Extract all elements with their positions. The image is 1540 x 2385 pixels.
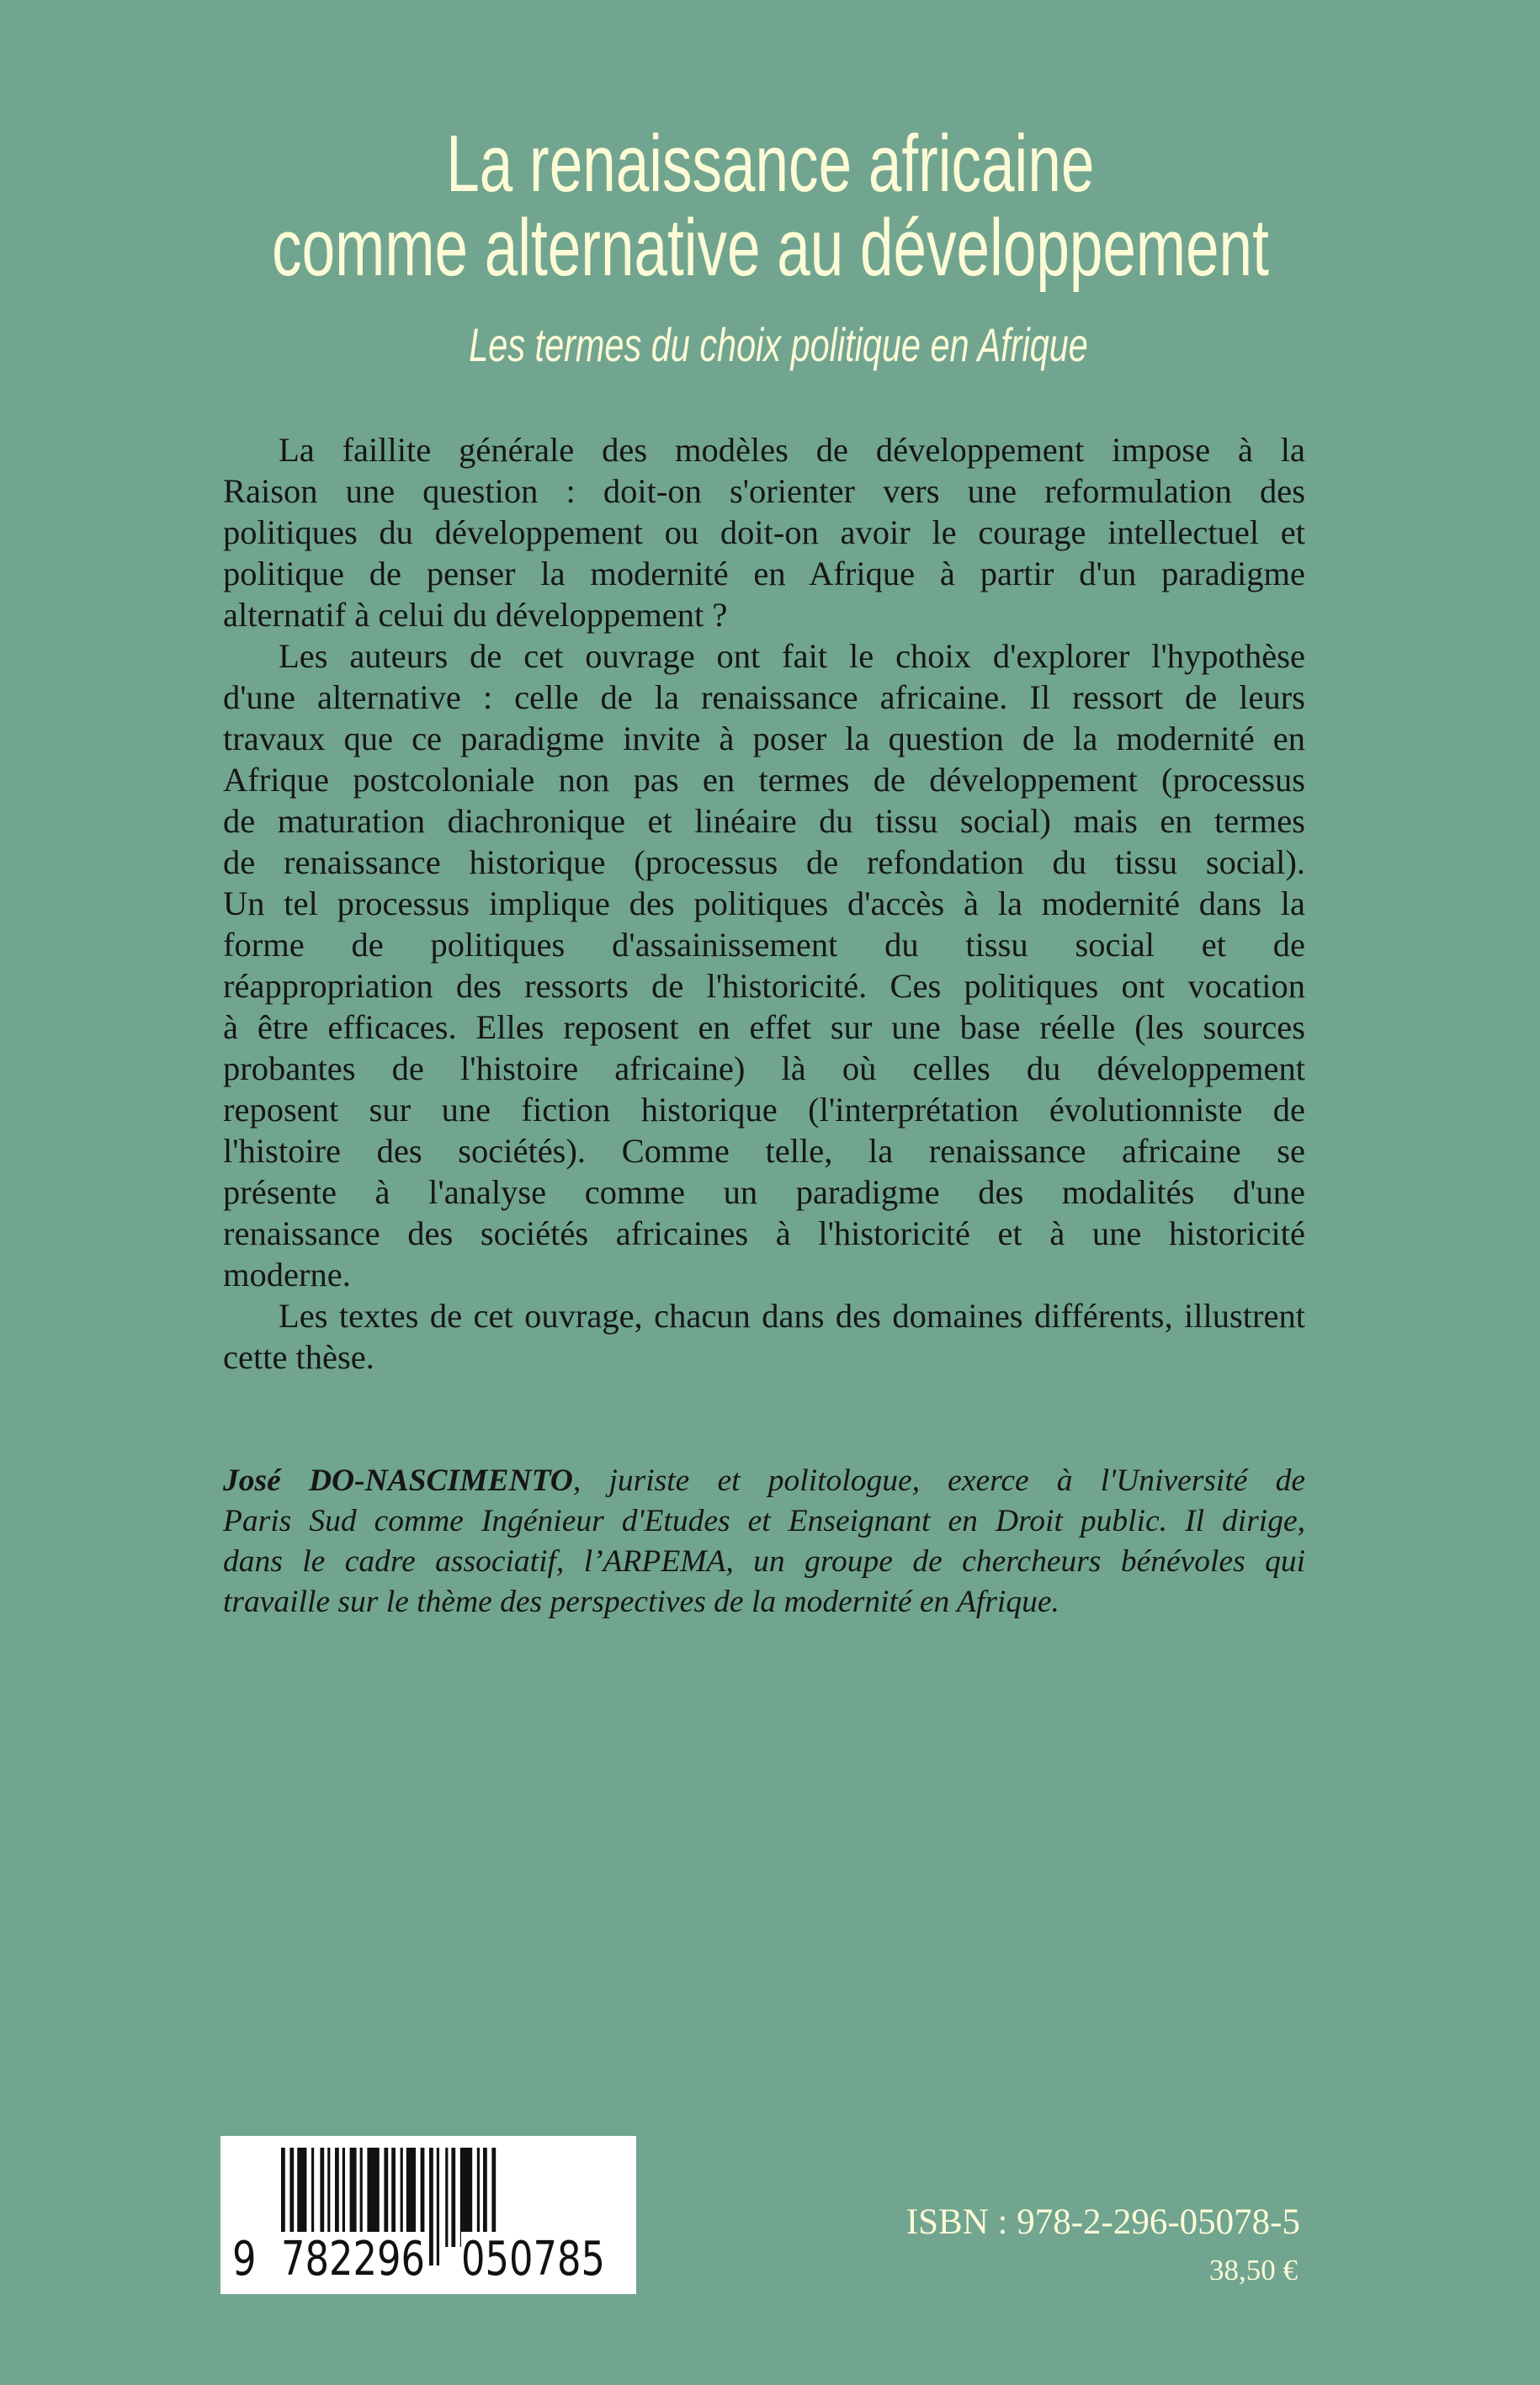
blurb-line: l'histoire des sociétés). Comme telle, la renaissance africaine se: [223, 1132, 1305, 1170]
blurb-line: Les textes de cet ouvrage, chacun dans des domaines différents, illustrent: [279, 1297, 1305, 1335]
author-bio-line: travaille sur le thème des perspectives de la modernité en Afrique.: [223, 1585, 1059, 1619]
blurb-line: présente à l'analyse comme un paradigme des modalités d'une: [223, 1173, 1305, 1211]
blurb-line: à être efficaces. Elles reposent en effet sur une base réelle (les sources: [223, 1008, 1305, 1046]
blurb-line: forme de politiques d'assainissement du tissu social et de: [223, 926, 1305, 964]
blurb-line: alternatif à celui du développement ?: [223, 596, 728, 634]
blurb-line: travaux que ce paradigme invite à poser la question de la modernité en: [223, 720, 1305, 757]
blurb-line: Les auteurs de cet ouvrage ont fait le choix d'explorer l'hypothèse: [279, 637, 1305, 675]
blurb-line: La faillite générale des modèles de développement impose à la: [279, 431, 1305, 469]
blurb-line: réappropriation des ressorts de l'historicité. Ces politiques ont vocation: [223, 967, 1305, 1005]
book-title-line-1: La renaissance africaine: [445, 119, 1095, 209]
author-bio-line: Paris Sud comme Ingénieur d'Etudes et Enseignant en Droit public. Il dirige,: [223, 1504, 1305, 1538]
blurb-line: moderne.: [223, 1256, 351, 1293]
blurb-line: de maturation diachronique et linéaire du tissu social) mais en termes: [223, 802, 1305, 840]
blurb-line: Un tel processus implique des politiques d'accès à la modernité dans la: [223, 884, 1305, 922]
barcode-digits: [220, 2232, 636, 2291]
blurb-line: politiques du développement ou doit-on avoir le courage intellectuel et: [223, 513, 1305, 551]
barcode-digits-right: 050785: [461, 2232, 606, 2287]
barcode-digits-left: 782296: [281, 2232, 426, 2287]
barcode-digit-lead: 9: [232, 2232, 257, 2287]
price: 38,50 €: [1209, 2254, 1298, 2287]
blurb-line: Raison une question : doit-on s'orienter vers une reformulation des: [223, 472, 1305, 510]
author-name: José DO-NASCIMENTO: [223, 1463, 573, 1498]
isbn-barcode: [220, 2136, 636, 2294]
author-bio: [223, 1461, 1305, 1623]
blurb-line: Afrique postcoloniale non pas en termes de développement (processus: [223, 761, 1305, 799]
author-bio-line: José DO-NASCIMENTO, juriste et politologue, exerce à l'Université de: [223, 1463, 1305, 1498]
blurb-line: cette thèse.: [223, 1338, 374, 1376]
blurb-line: probantes de l'histoire africaine) là où celles du développement: [223, 1049, 1305, 1087]
back-cover-blurb: [223, 429, 1305, 1378]
blurb-line: renaissance des sociétés africaines à l'historicité et à une historicité: [223, 1214, 1305, 1252]
blurb-line: de renaissance historique (processus de refondation du tissu social).: [223, 843, 1305, 881]
book-title-line-2: comme alternative au développement: [271, 203, 1269, 293]
author-bio-line: dans le cadre associatif, l’ARPEMA, un groupe de chercheurs bénévoles qui: [223, 1544, 1305, 1579]
blurb-line: politique de penser la modernité en Afrique à partir d'un paradigme: [223, 555, 1305, 592]
blurb-line: d'une alternative : celle de la renaissance africaine. Il ressort de leurs: [223, 678, 1305, 716]
isbn-text: ISBN : 978-2-296-05078-5: [905, 2202, 1300, 2242]
book-subtitle: Les termes du choix politique en Afrique: [469, 318, 1088, 371]
blurb-line: reposent sur une fiction historique (l'interprétation évolutionniste de: [223, 1091, 1305, 1129]
